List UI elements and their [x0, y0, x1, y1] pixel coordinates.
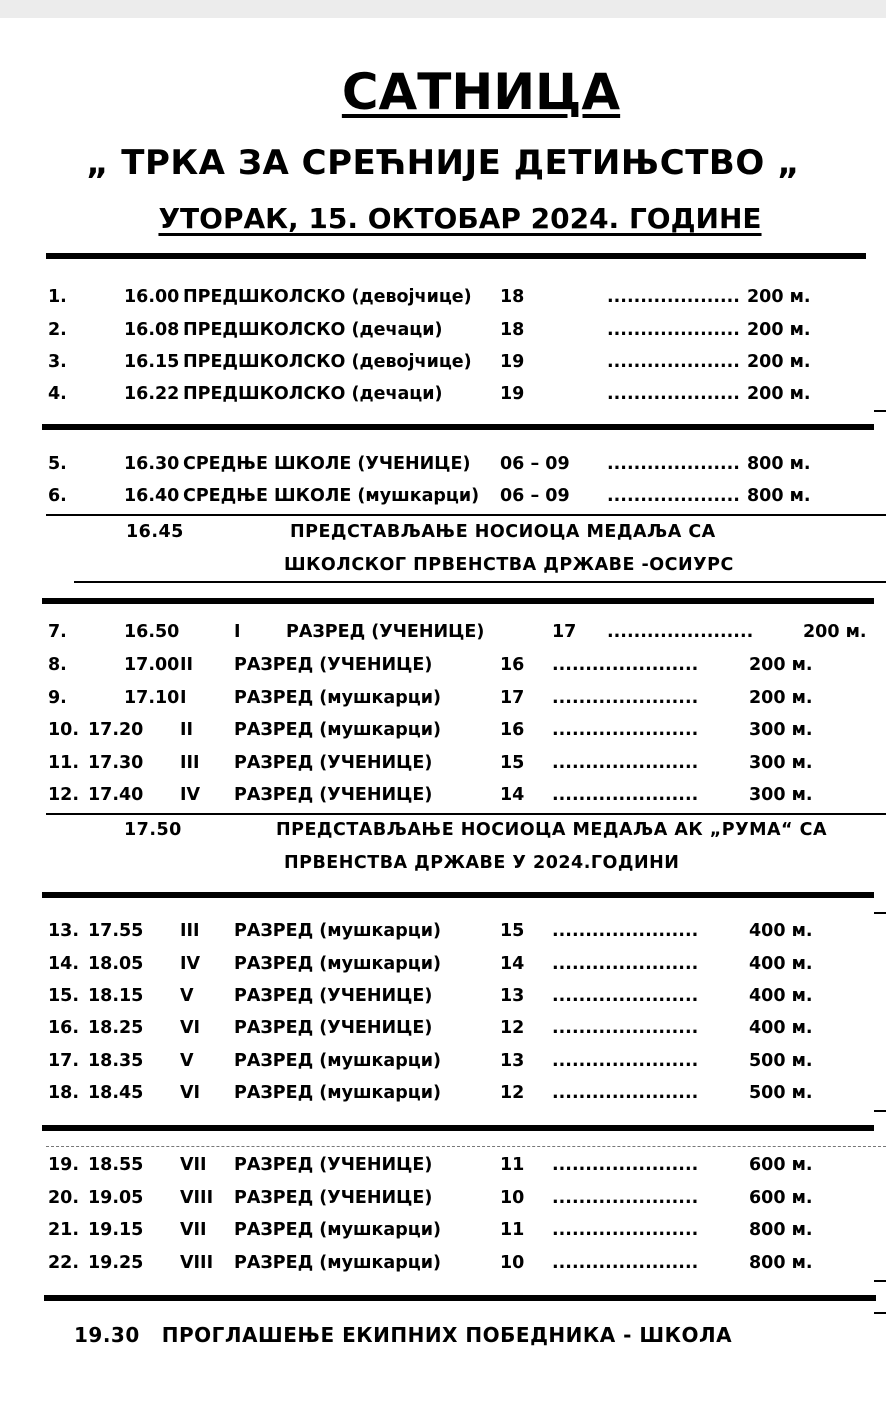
row-dots: ....................	[607, 454, 740, 474]
row-number: 5.	[48, 454, 67, 474]
row-time: 16.30	[124, 454, 180, 474]
row-time: 17.10	[124, 688, 180, 708]
row-grade: IV	[180, 785, 201, 805]
row-time: 19.15	[88, 1220, 144, 1240]
row-time: 18.15	[88, 986, 144, 1006]
row-birth-year: 10	[500, 1188, 525, 1208]
row-number: 21.	[48, 1220, 80, 1240]
row-number: 10.	[48, 720, 80, 740]
row-number: 3.	[48, 352, 67, 372]
row-number: 7.	[48, 622, 67, 642]
row-number: 15.	[48, 986, 80, 1006]
row-dots: ......................	[552, 655, 699, 675]
row-birth-year: 19	[500, 384, 525, 404]
row-distance: 800 м.	[747, 454, 811, 474]
row-distance: 400 м.	[749, 986, 813, 1006]
row-dots: ....................	[607, 320, 740, 340]
row-dots: ....................	[607, 352, 740, 372]
row-category: РАЗРЕД (мушкарци)	[234, 720, 442, 740]
row-category: СРЕДЊЕ ШКОЛЕ (мушкарци)	[183, 486, 480, 506]
row-time: 16.00	[124, 287, 180, 307]
row-time: 19.25	[88, 1253, 144, 1273]
row-number: 11.	[48, 753, 80, 773]
row-dots: ......................	[607, 622, 754, 642]
row-dots: ......................	[552, 1018, 699, 1038]
row-number: 22.	[48, 1253, 80, 1273]
row-dots: ......................	[552, 785, 699, 805]
row-time: 16.40	[124, 486, 180, 506]
closing-text: ПРОГЛАШЕЊЕ ЕКИПНИХ ПОБЕДНИКА - ШКОЛА	[161, 1323, 733, 1347]
row-dots: ......................	[552, 1253, 699, 1273]
row-dots: ....................	[607, 486, 740, 506]
row-number: 20.	[48, 1188, 80, 1208]
row-birth-year: 11	[500, 1155, 525, 1175]
row-distance: 200 м.	[747, 287, 811, 307]
row-dots: ....................	[607, 287, 740, 307]
row-number: 12.	[48, 785, 80, 805]
row-birth-year: 06 – 09	[500, 486, 570, 506]
row-grade: VII	[180, 1220, 207, 1240]
row-category: ПРЕДШКОЛСКО (дечаци)	[183, 320, 443, 340]
row-distance: 300 м.	[749, 753, 813, 773]
row-dots: ......................	[552, 954, 699, 974]
row-grade: V	[180, 1051, 194, 1071]
row-distance: 400 м.	[749, 921, 813, 941]
row-dots: ......................	[552, 720, 699, 740]
row-grade: I	[234, 622, 241, 642]
row-number: 16.	[48, 1018, 80, 1038]
row-grade: VI	[180, 1018, 201, 1038]
row-category: РАЗРЕД (УЧЕНИЦЕ)	[234, 1155, 433, 1175]
row-grade: I	[180, 688, 187, 708]
row-birth-year: 14	[500, 954, 525, 974]
row-time: 18.25	[88, 1018, 144, 1038]
row-dots: ......................	[552, 1083, 699, 1103]
event-date: УТОРАК, 15. ОКТОБАР 2024. ГОДИНЕ	[158, 202, 762, 235]
row-dots: ......................	[552, 921, 699, 941]
row-category: РАЗРЕД (мушкарци)	[234, 921, 442, 941]
row-number: 6.	[48, 486, 67, 506]
row-grade: VIII	[180, 1188, 214, 1208]
row-time: 18.05	[88, 954, 144, 974]
row-distance: 200 м.	[747, 384, 811, 404]
row-category: РАЗРЕД (УЧЕНИЦЕ)	[286, 622, 485, 642]
row-time: 16.22	[124, 384, 180, 404]
row-grade: III	[180, 921, 200, 941]
row-category: СРЕДЊЕ ШКОЛЕ (УЧЕНИЦЕ)	[183, 454, 471, 474]
row-number: 9.	[48, 688, 67, 708]
announcement-line: ПРЕДСТАВЉАЊЕ НОСИОЦА МЕДАЉА АК „РУМА“ СА	[276, 820, 828, 840]
row-distance: 200 м.	[803, 622, 867, 642]
row-category: РАЗРЕД (УЧЕНИЦЕ)	[234, 785, 433, 805]
closing-time: 19.30	[74, 1323, 140, 1347]
row-time: 17.55	[88, 921, 144, 941]
row-birth-year: 13	[500, 1051, 525, 1071]
row-birth-year: 12	[500, 1018, 525, 1038]
row-number: 19.	[48, 1155, 80, 1175]
row-time: 19.05	[88, 1188, 144, 1208]
row-number: 4.	[48, 384, 67, 404]
row-number: 13.	[48, 921, 80, 941]
row-dots: ......................	[552, 1220, 699, 1240]
row-birth-year: 12	[500, 1083, 525, 1103]
row-birth-year: 16	[500, 655, 525, 675]
row-number: 2.	[48, 320, 67, 340]
row-time: 18.55	[88, 1155, 144, 1175]
closing-ceremony	[74, 1321, 732, 1349]
row-distance: 500 м.	[749, 1083, 813, 1103]
row-number: 14.	[48, 954, 80, 974]
row-distance: 300 м.	[749, 720, 813, 740]
row-birth-year: 06 – 09	[500, 454, 570, 474]
row-time: 18.45	[88, 1083, 144, 1103]
row-distance: 500 м.	[749, 1051, 813, 1071]
row-category: РАЗРЕД (мушкарци)	[234, 1220, 442, 1240]
row-grade: IV	[180, 954, 201, 974]
row-grade: V	[180, 986, 194, 1006]
row-category: РАЗРЕД (мушкарци)	[234, 954, 442, 974]
row-birth-year: 15	[500, 921, 525, 941]
row-birth-year: 15	[500, 753, 525, 773]
row-category: РАЗРЕД (УЧЕНИЦЕ)	[234, 753, 433, 773]
row-distance: 600 м.	[749, 1155, 813, 1175]
row-number: 18.	[48, 1083, 80, 1103]
row-distance: 800 м.	[749, 1220, 813, 1240]
row-grade: II	[180, 655, 194, 675]
row-birth-year: 10	[500, 1253, 525, 1273]
announcement-line: ПРЕДСТАВЉАЊЕ НОСИОЦА МЕДАЉА СА	[290, 522, 716, 542]
row-category: РАЗРЕД (УЧЕНИЦЕ)	[234, 1188, 433, 1208]
row-distance: 200 м.	[749, 688, 813, 708]
row-time: 17.40	[88, 785, 144, 805]
announcement-time: 16.45	[126, 522, 184, 542]
row-birth-year: 18	[500, 320, 525, 340]
row-number: 17.	[48, 1051, 80, 1071]
row-time: 16.15	[124, 352, 180, 372]
row-grade: VIII	[180, 1253, 214, 1273]
row-birth-year: 16	[500, 720, 525, 740]
row-distance: 200 м.	[747, 352, 811, 372]
row-category: РАЗРЕД (мушкарци)	[234, 1253, 442, 1273]
row-distance: 400 м.	[749, 954, 813, 974]
row-birth-year: 13	[500, 986, 525, 1006]
row-category: РАЗРЕД (мушкарци)	[234, 688, 442, 708]
row-time: 17.00	[124, 655, 180, 675]
row-grade: VII	[180, 1155, 207, 1175]
row-distance: 800 м.	[749, 1253, 813, 1273]
row-distance: 800 м.	[747, 486, 811, 506]
announcement-line: ШКОЛСКОГ ПРВЕНСТВА ДРЖАВЕ -ОСИУРС	[284, 555, 734, 575]
row-birth-year: 19	[500, 352, 525, 372]
row-grade: VI	[180, 1083, 201, 1103]
row-dots: ....................	[607, 384, 740, 404]
row-category: ПРЕДШКОЛСКО (дечаци)	[183, 384, 443, 404]
announcement-time: 17.50	[124, 820, 182, 840]
row-dots: ......................	[552, 688, 699, 708]
row-grade: III	[180, 753, 200, 773]
row-dots: ......................	[552, 1051, 699, 1071]
row-birth-year: 11	[500, 1220, 525, 1240]
row-category: РАЗРЕД (УЧЕНИЦЕ)	[234, 1018, 433, 1038]
row-category: РАЗРЕД (УЧЕНИЦЕ)	[234, 655, 433, 675]
row-time: 16.08	[124, 320, 180, 340]
row-number: 1.	[48, 287, 67, 307]
row-distance: 300 м.	[749, 785, 813, 805]
row-time: 17.20	[88, 720, 144, 740]
row-birth-year: 18	[500, 287, 525, 307]
row-number: 8.	[48, 655, 67, 675]
row-time: 18.35	[88, 1051, 144, 1071]
row-category: РАЗРЕД (УЧЕНИЦЕ)	[234, 986, 433, 1006]
row-category: РАЗРЕД (мушкарци)	[234, 1051, 442, 1071]
row-category: РАЗРЕД (мушкарци)	[234, 1083, 442, 1103]
page-title: САТНИЦА	[341, 63, 621, 121]
announcement-line: ПРВЕНСТВА ДРЖАВЕ У 2024.ГОДИНИ	[284, 853, 680, 873]
row-birth-year: 17	[552, 622, 577, 642]
row-dots: ......................	[552, 1188, 699, 1208]
row-grade: II	[180, 720, 194, 740]
row-dots: ......................	[552, 986, 699, 1006]
row-category: ПРЕДШКОЛСКО (девојчице)	[183, 287, 472, 307]
row-distance: 400 м.	[749, 1018, 813, 1038]
row-dots: ......................	[552, 753, 699, 773]
row-time: 17.30	[88, 753, 144, 773]
row-time: 16.50	[124, 622, 180, 642]
row-dots: ......................	[552, 1155, 699, 1175]
row-distance: 200 м.	[747, 320, 811, 340]
row-category: ПРЕДШКОЛСКО (девојчице)	[183, 352, 472, 372]
event-name: „ ТРКА ЗА СРЕЋНИЈЕ ДЕТИЊСТВО „	[86, 143, 800, 183]
row-distance: 200 м.	[749, 655, 813, 675]
row-distance: 600 м.	[749, 1188, 813, 1208]
row-birth-year: 17	[500, 688, 525, 708]
row-birth-year: 14	[500, 785, 525, 805]
